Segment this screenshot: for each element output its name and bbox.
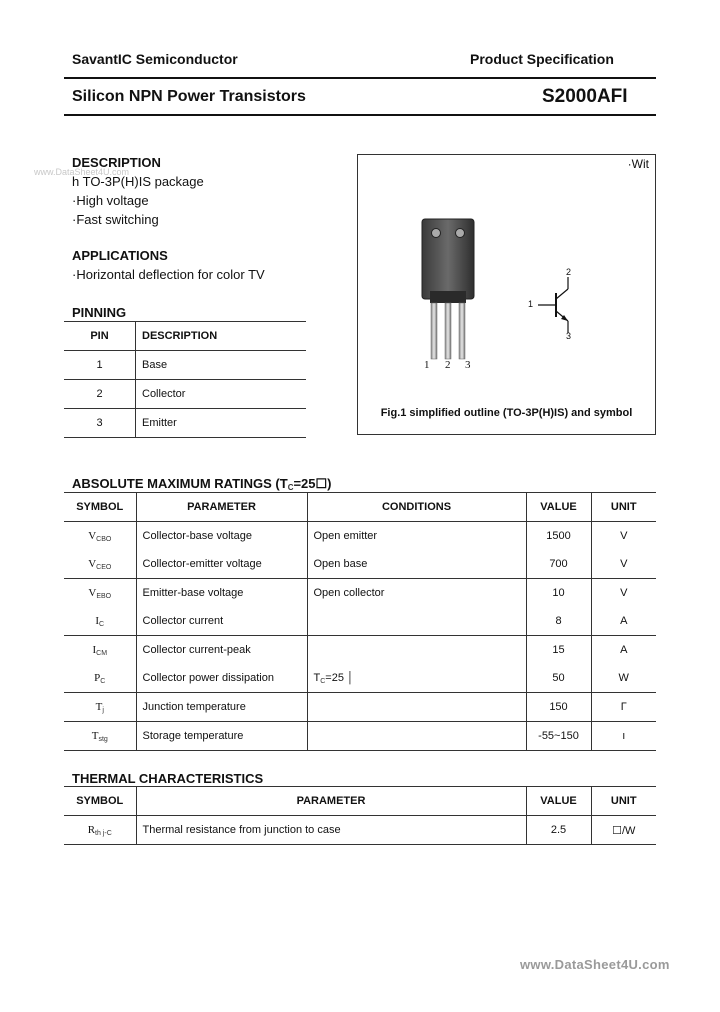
footer-watermark: www.DataSheet4U.com [520,957,670,972]
doc-type: Product Specification [470,51,614,67]
parameter-header: PARAMETER [136,493,307,522]
symbol-sub: C [99,620,105,628]
conditions-cell [307,522,526,551]
unit-header: UNIT [591,787,656,816]
symbol-header: SYMBOL [64,787,136,816]
unit-cell: W [618,672,629,684]
unit-header: UNIT [591,493,656,522]
symbol-main: P [94,671,101,684]
pinning-title: PINNING [72,305,127,320]
symbol-emitter-label: 3 [566,331,572,341]
value-cell: 700 [526,550,591,579]
unit-cell: Γ [591,693,656,722]
table-row [64,664,656,693]
symbol-cell [64,579,136,608]
conditions-cell [307,722,526,751]
applications-line: ·Horizontal deflection for color TV [72,267,265,282]
pin-description: Emitter [136,409,307,438]
package-outline-drawing [408,215,488,365]
header-rule-top [64,77,656,79]
symbol-main: V [88,557,97,570]
pin-number: 2 [64,380,136,409]
unit-cell: ☐/W [591,816,656,845]
unit-cell: V [591,579,656,608]
conditions-cell [307,607,526,636]
condition-text: Open base [313,557,368,570]
symbol-cell [64,693,136,722]
symbol-cell [64,522,136,551]
package-pin-label: 3 [465,359,471,371]
part-number: S2000AFI [542,86,628,107]
symbol-cell [64,816,136,845]
condition-text: Open collector [313,586,385,599]
symbol-main: T [91,729,99,742]
parameter-cell: Emitter-base voltage [136,579,307,608]
ratings-title-sub: C [287,483,294,492]
symbol-main: V [88,586,97,599]
table-row [64,409,306,438]
table-header-row [64,322,306,351]
table-row [64,522,656,551]
pin-number: 1 [64,351,136,380]
parameter-cell: Storage temperature [136,722,307,751]
value-cell: 150 [526,693,591,722]
ratings-title-main: ABSOLUTE MAXIMUM RATINGS (T [72,476,288,491]
parameter-cell: Collector current [136,607,307,636]
pin-number: 3 [64,409,136,438]
symbol-sub: CM [96,649,108,657]
value-cell: 50 [526,664,591,693]
value-cell: 1500 [526,522,591,551]
value-cell: 10 [526,579,591,608]
description-line: h TO-3P(H)IS package [72,174,204,189]
condition-text: Open emitter [313,529,378,542]
table-row [64,550,656,579]
description-title: DESCRIPTION [72,155,161,170]
value-header: VALUE [526,493,591,522]
conditions-header: CONDITIONS [307,493,526,522]
description-header: DESCRIPTION [136,322,307,351]
ratings-title [72,476,332,492]
symbol-cell [64,607,136,636]
table-header-row [64,493,656,522]
symbol-main: V [88,529,97,542]
conditions-cell [307,579,526,608]
table-header-row [64,787,656,816]
symbol-base-label: 1 [528,299,534,309]
watermark-top: www.DataSheet4U.com [34,167,130,177]
pinning-table [64,321,306,438]
condition-sub: C [320,677,326,685]
ratings-title-end: =25☐) [293,476,332,491]
table-row [64,693,656,722]
unit-cell: V [620,558,628,570]
product-line: Silicon NPN Power Transistors [72,88,306,105]
description-line: ·Fast switching [72,212,159,227]
symbol-sub: j [102,706,104,714]
ratings-rows [64,522,656,751]
transistor-symbol-icon [534,275,594,335]
symbol-sub: EBO [96,592,112,600]
description-line: ·High voltage [72,193,149,208]
symbol-sub: CBO [96,535,112,543]
symbol-header: SYMBOL [64,493,136,522]
pin-description: Collector [136,380,307,409]
applications-title: APPLICATIONS [72,248,168,263]
figure-corner-text: ·Wit [627,157,649,171]
unit-cell: A [591,636,656,665]
table-row [64,351,306,380]
symbol-sub: stg [98,735,108,743]
conditions-cell [307,636,526,665]
value-header: VALUE [526,787,591,816]
parameter-cell: Junction temperature [136,693,307,722]
symbol-sub: th j-C [95,829,112,837]
symbol-main: T [95,700,103,713]
value-cell: 2.5 [526,816,591,845]
parameter-cell: Thermal resistance from junction to case [136,816,526,845]
symbol-main: I [95,614,100,627]
symbol-collector-label: 2 [566,267,572,277]
symbol-main: I [92,643,97,656]
table-row [64,579,656,608]
company-name: SavantIC Semiconductor [72,51,238,67]
header-rule-bottom [64,114,656,116]
conditions-cell [307,664,526,693]
symbol-cell [64,722,136,751]
symbol-cell [64,636,136,665]
value-cell: 15 [526,636,591,665]
pin-description: Base [136,351,307,380]
parameter-header: PARAMETER [136,787,526,816]
symbol-cell [64,550,136,579]
conditions-cell [307,693,526,722]
value-cell: -55~150 [526,722,591,751]
unit-cell: A [620,615,628,627]
parameter-cell: Collector power dissipation [136,664,307,693]
parameter-cell: Collector-emitter voltage [136,550,307,579]
value-cell: 8 [526,607,591,636]
table-row [64,636,656,665]
figure-caption: Fig.1 simplified outline (TO-3P(H)IS) and symbol [380,407,633,419]
symbol-main: R [87,823,96,836]
parameter-cell: Collector current-peak [136,636,307,665]
conditions-cell [307,550,526,579]
condition-end: =25 │ [325,671,354,684]
pin-header: PIN [64,322,136,351]
table-row [64,380,306,409]
thermal-table [64,786,656,845]
table-row [64,722,656,751]
unit-cell: V [591,522,656,551]
package-pin-label: 2 [445,359,451,371]
table-row [64,607,656,636]
parameter-cell: Collector-base voltage [136,522,307,551]
condition-text: T [313,671,321,684]
symbol-cell [64,664,136,693]
unit-cell: ı [591,722,656,751]
thermal-title: THERMAL CHARACTERISTICS [72,771,264,786]
figure-box [357,154,656,435]
table-row [64,816,656,845]
symbol-sub: CEO [96,563,112,571]
symbol-sub: C [100,677,106,685]
ratings-table [64,492,656,751]
package-pin-label: 1 [424,359,430,371]
